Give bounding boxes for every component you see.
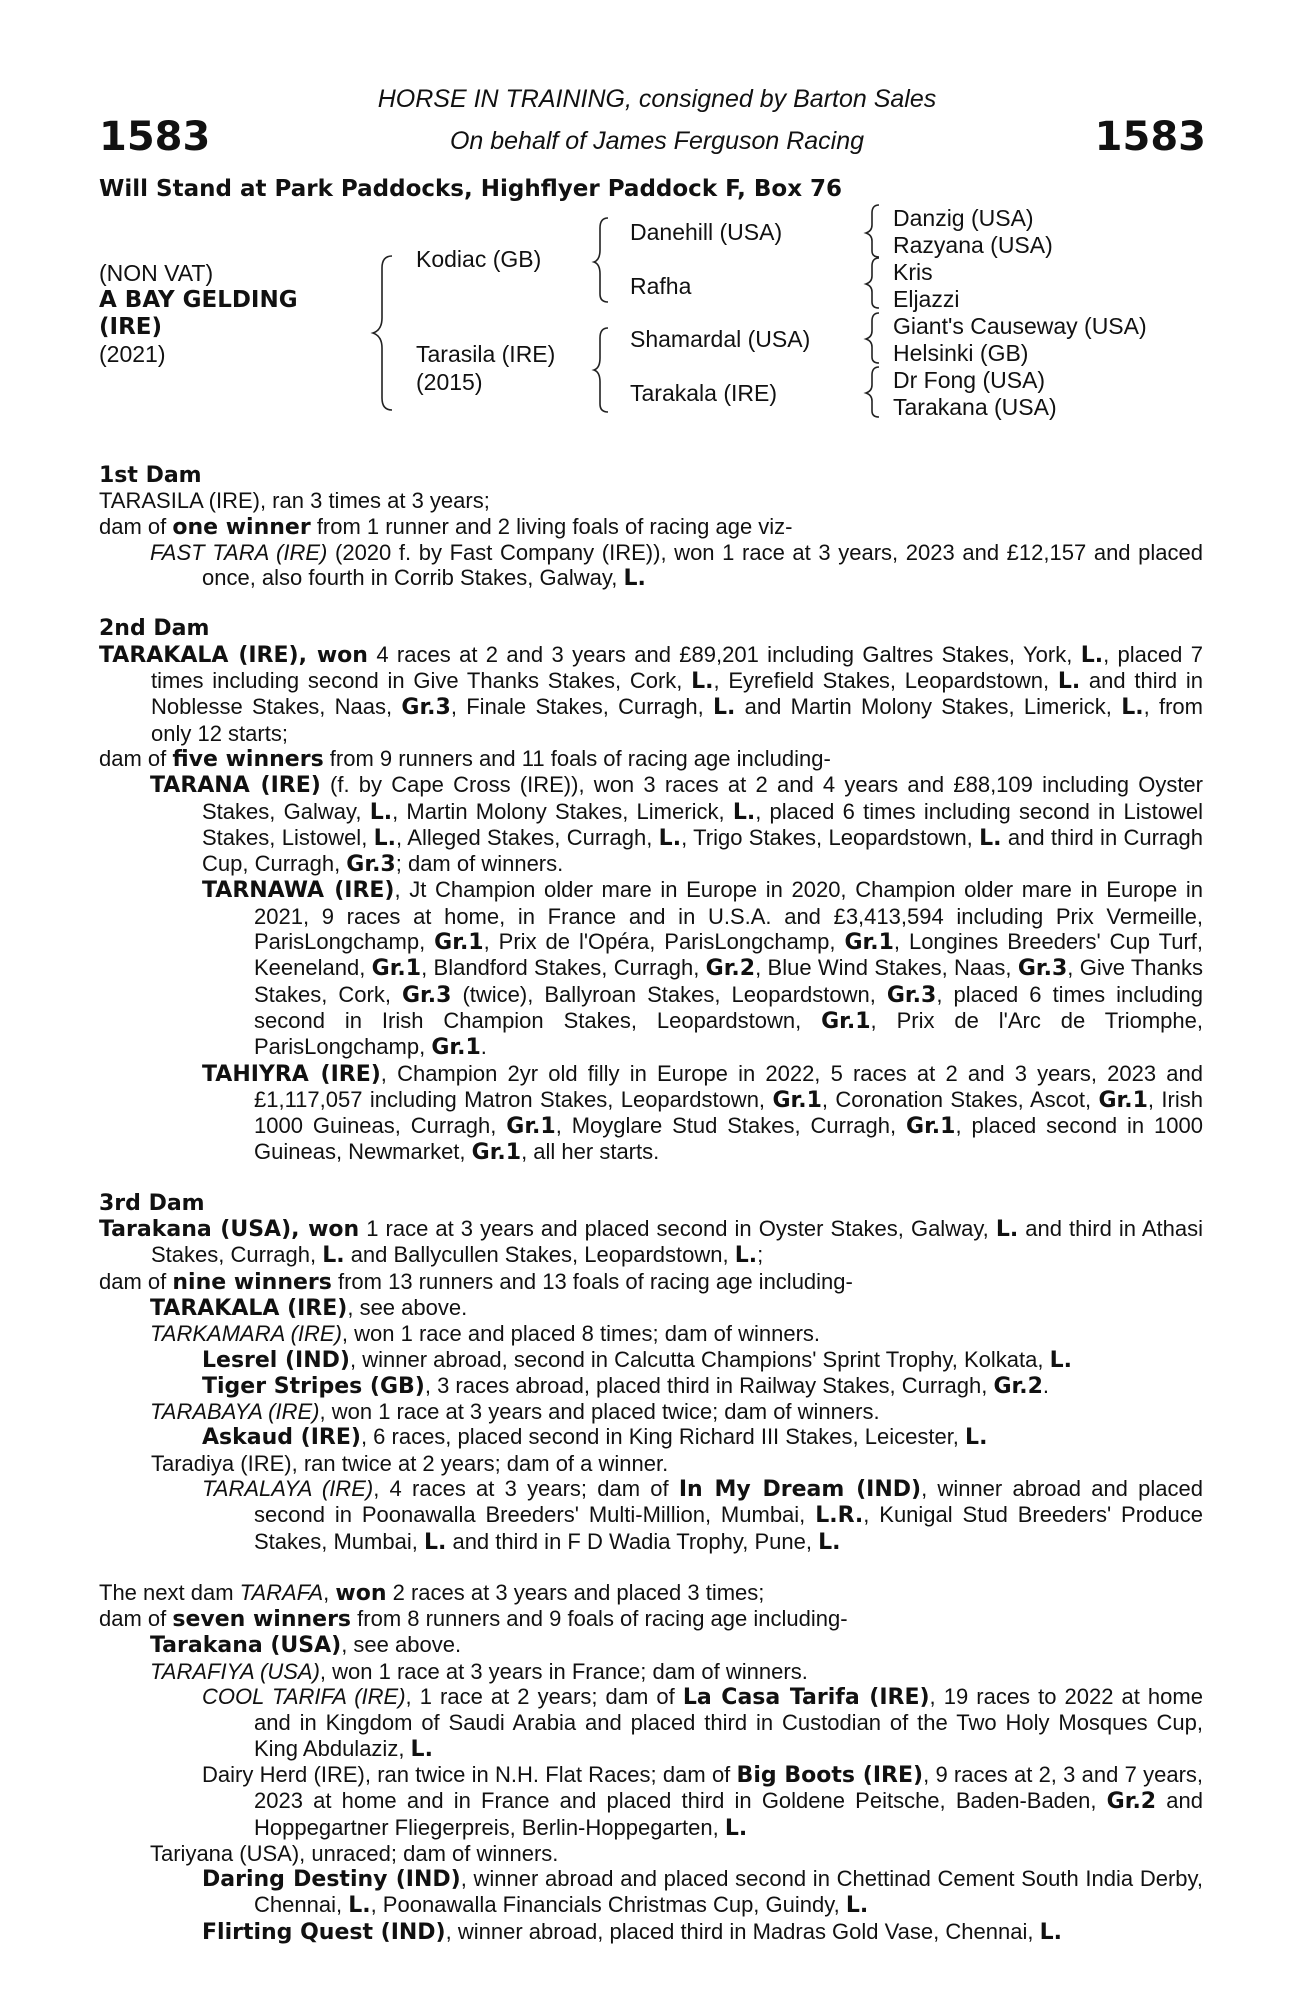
pedigree-sdd: Eljazzi xyxy=(893,286,960,312)
third-dam-produce-summary: dam of nine winners from 13 runners and 13 foals of racing age including- xyxy=(99,1268,853,1295)
first-dam-line: TARASILA (IRE), ran 3 times at 3 years; xyxy=(99,488,490,514)
next-dam-produce-summary: dam of seven winners from 8 runners and 9 foals of racing age including- xyxy=(99,1606,848,1633)
brace-tarakala xyxy=(866,367,879,417)
tarana-entry: TARANA (IRE) (f. by Cape Cross (IRE)), won 3 races at 2 and 4 years and £88,109 including Oyster Stakes, Galway, L., Martin Molony Stakes, Limerick, L., placed 6 times including second in Listowel Stakes, Listowel, L., Alleged Stakes, Curragh, L., Trigo Stakes, Leopardstown, L. and third in Curragh Cup, Curragh, Gr.3; dam of winners. xyxy=(150,772,1204,878)
flirting-quest-entry: Flirting Quest (IND), winner abroad, placed third in Madras Gold Vase, Chennai, L. xyxy=(202,1918,1062,1945)
pedigree-dsd: Helsinki (GB) xyxy=(893,340,1029,366)
lot-number-right: 1583 xyxy=(1094,114,1206,160)
tariyana-entry: Tariyana (USA), unraced; dam of winners. xyxy=(150,1840,559,1866)
tarafiya-entry: TARAFIYA (USA), won 1 race at 3 years in France; dam of winners. xyxy=(150,1658,808,1684)
pedigree-sds: Kris xyxy=(893,259,933,285)
pedigree-dam-sire: Shamardal (USA) xyxy=(630,326,811,352)
second-dam-produce-summary: dam of five winners from 9 runners and 11 foals of racing age including- xyxy=(99,745,831,772)
brace-rafha xyxy=(866,258,879,308)
tarakala-see-above: TARAKALA (IRE), see above. xyxy=(150,1294,468,1321)
taradiya-entry: Taradiya (IRE), ran twice at 2 years; dam of a winner. xyxy=(151,1450,669,1476)
lesrel-entry: Lesrel (IND), winner abroad, second in Calcutta Champions' Sprint Trophy, Kolkata, L. xyxy=(202,1346,1072,1373)
pedigree-ssd: Razyana (USA) xyxy=(893,232,1053,258)
dairy-herd-entry: Dairy Herd (IRE), ran twice in N.H. Flat Races; dam of Big Boots (IRE), 9 races at 2, 3 and 7 years, 2023 at home and in France and placed third in Goldene Peitsche, Baden-Baden, Gr.2 and Hoppegartner Fliegerpreis, Berlin-Hoppegarten, L. xyxy=(202,1761,1204,1841)
tarabaya-entry: TARABAYA (IRE), won 1 race at 3 years and placed twice; dam of winners. xyxy=(150,1399,880,1425)
brace-danehill xyxy=(866,205,879,257)
tarakana-see-above: Tarakana (USA), see above. xyxy=(150,1632,462,1659)
pedigree-dam: Tarasila (IRE) xyxy=(416,341,556,367)
horse-country: (IRE) xyxy=(99,314,163,340)
on-behalf-line: On behalf of James Ferguson Racing xyxy=(449,127,865,155)
tarakala-entry: TARAKALA (IRE), won 4 races at 2 and 3 years and £89,201 including Galtres Stakes, York, L., placed 7 times including second in Give Thanks Stakes, Cork, L., Eyrefield Stakes, Leopardstown, L. and third in Noblesse Stakes, Naas, Gr.3, Finale Stakes, Curragh, L. and Martin Molony Stakes, Limerick, L., from only 12 starts; xyxy=(99,641,1203,746)
cool-tarifa-entry: COOL TARIFA (IRE), 1 race at 2 years; dam of La Casa Tarifa (IRE), 19 races to 2022 at home and in Kingdom of Saudi Arabia and placed third in Custodian of the Two Holy Mosques Cup, King Abdulaziz, L. xyxy=(202,1684,1203,1762)
pedigree-sire-sire: Danehill (USA) xyxy=(630,219,783,245)
pedigree-ddd: Tarakana (USA) xyxy=(893,394,1057,420)
brace-sire xyxy=(594,218,608,302)
vat-status: (NON VAT) xyxy=(99,260,214,286)
second-dam-heading: 2nd Dam xyxy=(99,616,210,642)
horse-sex-colour: A BAY GELDING xyxy=(99,287,298,313)
askaud-entry: Askaud (IRE), 6 races, placed second in King Richard III Stakes, Leicester, L. xyxy=(202,1424,988,1451)
tarkamara-entry: TARKAMARA (IRE), won 1 race and placed 8 times; dam of winners. xyxy=(150,1321,821,1347)
stand-location: Will Stand at Park Paddocks, Highflyer Paddock F, Box 76 xyxy=(99,176,843,202)
pedigree-sire: Kodiac (GB) xyxy=(416,246,542,272)
catalogue-body xyxy=(99,463,1203,1945)
pedigree-braces xyxy=(0,0,1314,430)
next-dam-line: The next dam TARAFA, won 2 races at 3 years and placed 3 times; xyxy=(99,1579,765,1606)
horse-foaled-year: (2021) xyxy=(99,341,166,367)
fast-tara-entry: FAST TARA (IRE) (2020 f. by Fast Company (IRE)), won 1 race at 3 years, 2023 and £12,157 and placed once, also fourth in Corrib Stakes, Galway, L. xyxy=(150,539,1203,592)
first-dam-heading: 1st Dam xyxy=(99,463,202,488)
pedigree-dam-dam: Tarakala (IRE) xyxy=(630,380,777,406)
taralaya-entry: TARALAYA (IRE), 4 races at 3 years; dam of In My Dream (IND), winner abroad and placed second in Poonawalla Breeders' Multi-Million, Mumbai, L.R., Kunigal Stud Breeders' Produce Stakes, Mumbai, L. and third in F D Wadia Trophy, Pune, L. xyxy=(202,1475,1203,1555)
tahiyra-entry: TAHIYRA (IRE), Champion 2yr old filly in Europe in 2022, 5 races at 2 and 3 years, 2023 and £1,117,057 including Matron Stakes, Leopardstown, Gr.1, Coronation Stakes, Ascot, Gr.1, Irish 1000 Guineas, Curragh, Gr.1, Moyglare Stud Stakes, Curragh, Gr.1, placed second in 1000 Guineas, Newmarket, Gr.1, all her starts. xyxy=(202,1060,1203,1166)
daring-destiny-entry: Daring Destiny (IND), winner abroad and placed second in Chettinad Cement South India Derby, Chennai, L., Poonawalla Financials Christmas Cup, Guindy, L. xyxy=(202,1866,1203,1919)
consignor-line: HORSE IN TRAINING, consigned by Barton Sales xyxy=(377,85,937,113)
pedigree-dss: Giant's Causeway (USA) xyxy=(893,313,1147,339)
brace-shamardal xyxy=(866,313,879,363)
third-dam-heading: 3rd Dam xyxy=(99,1190,205,1216)
pedigree-sire-dam: Rafha xyxy=(630,273,692,299)
brace-dam xyxy=(594,328,608,412)
pedigree-dds: Dr Fong (USA) xyxy=(893,367,1046,393)
brace-main xyxy=(373,256,392,410)
tiger-stripes-entry: Tiger Stripes (GB), 3 races abroad, placed third in Railway Stakes, Curragh, Gr.2. xyxy=(202,1372,1050,1399)
lot-number-left: 1583 xyxy=(99,114,211,160)
pedigree-dam-year: (2015) xyxy=(416,369,483,395)
first-dam-produce-summary: dam of one winner from 1 runner and 2 living foals of racing age viz- xyxy=(99,513,793,540)
pedigree-sss: Danzig (USA) xyxy=(893,205,1034,231)
tarnawa-entry: TARNAWA (IRE), Jt Champion older mare in Europe in 2020, Champion older mare in Europe in 2021, 9 races at home, in France and in U.S.A. and £3,413,594 including Prix Vermeille, ParisLongchamp, Gr.1, Prix de l'Opéra, ParisLongchamp, Gr.1, Longines Breeders' Cup Turf, Keeneland, Gr.1, Blandford Stakes, Curragh, Gr.2, Blue Wind Stakes, Naas, Gr.3, Give Thanks Stakes, Cork, Gr.3 (twice), Ballyroan Stakes, Leopardstown, Gr.3, placed 6 times including second in Irish Champion Stakes, Leopardstown, Gr.1, Prix de l'Arc de Triomphe, ParisLongchamp, Gr.1. xyxy=(202,877,1204,1061)
tarakana-entry: Tarakana (USA), won 1 race at 3 years and placed second in Oyster Stakes, Galway, L. and third in Athasi Stakes, Curragh, L. and Ballycullen Stakes, Leopardstown, L.; xyxy=(99,1216,1204,1269)
